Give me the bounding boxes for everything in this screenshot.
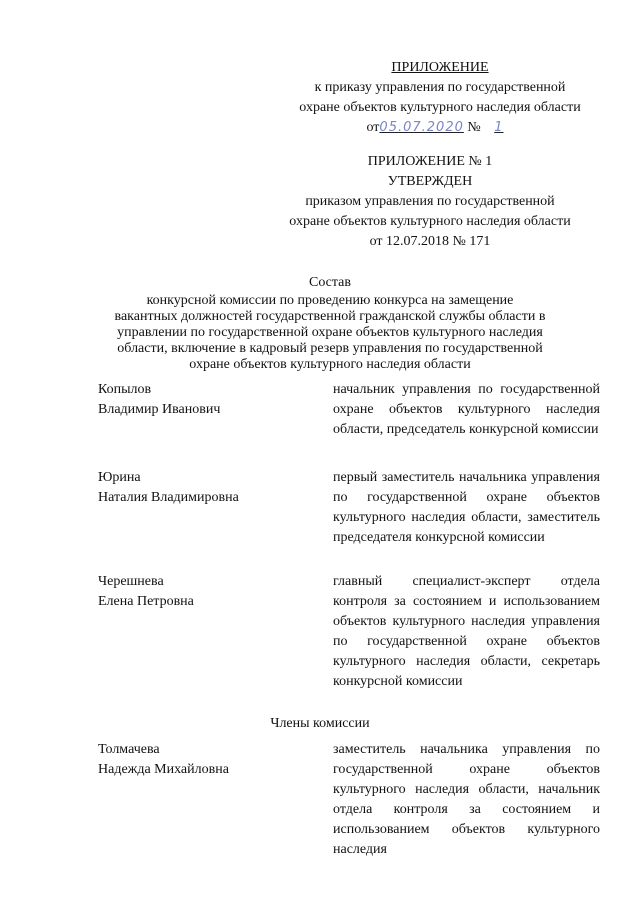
number-prefix: №: [467, 120, 481, 135]
title-line-3: управлении по государственной охране объектов культурного наследия: [117, 325, 543, 340]
appendix-date-line: [280, 118, 600, 138]
member-role: главный специалист-эксперт отдела контроля за состоянием и использованием объектов культурного наследия управления по государственной охране объектов культурного наследия области, секретарь конкурсной комиссии: [333, 574, 600, 689]
handwritten-date: 05.07.2020: [379, 120, 464, 135]
member-role: заместитель начальника управления по государственной охране объектов культурного наследия области, начальник отдела контроля за состоянием и использованием объектов культурного наследия: [333, 742, 600, 857]
appendix-title: ПРИЛОЖЕНИЕ: [391, 60, 489, 75]
document-title: [95, 275, 565, 373]
member-role: начальник управления по государственной охране объектов культурного наследия области, председатель конкурсной комиссии: [333, 382, 600, 437]
title-line-5: охране объектов культурного наследия области: [189, 357, 471, 372]
member-name: [98, 468, 318, 508]
title-heading: Состав: [308, 275, 351, 290]
member-name: [98, 572, 318, 612]
date-prefix: от: [366, 120, 380, 135]
appendix-header: [280, 58, 600, 138]
member-name: [98, 380, 318, 420]
approval-line-1: приказом управления по государственной: [305, 194, 555, 209]
approval-status: УТВЕРЖДЕН: [387, 174, 473, 189]
member-surname: Копылов: [98, 382, 152, 397]
approval-line-3: от 12.07.2018 № 171: [369, 234, 491, 249]
title-line-4: области, включение в кадровый резерв управления по государственной: [117, 341, 543, 356]
member-name: [98, 740, 318, 780]
approval-title: ПРИЛОЖЕНИЕ № 1: [367, 154, 493, 169]
member-surname: Юрина: [98, 470, 141, 485]
member-given-names: Надежда Михайловна: [98, 762, 229, 777]
members-heading: Члены комиссии: [270, 716, 370, 731]
appendix-line-1: к приказу управления по государственной: [314, 80, 566, 95]
member-surname: Толмачева: [98, 742, 160, 757]
appendix-line-2: охране объектов культурного наследия области: [299, 100, 581, 115]
approval-line-2: охране объектов культурного наследия области: [289, 214, 571, 229]
handwritten-number: 1: [494, 120, 504, 135]
approval-header: [260, 152, 600, 252]
title-line-2: вакантных должностей государственной гражданской службы области в: [114, 309, 546, 324]
member-surname: Черешнева: [98, 574, 164, 589]
member-role: первый заместитель начальника управления по государственной охране объектов культурного наследия области, заместитель председателя конкурсной комиссии: [333, 470, 600, 545]
member-given-names: Владимир Иванович: [98, 402, 221, 417]
title-line-1: конкурсной комиссии по проведению конкурса на замещение: [146, 293, 514, 308]
member-given-names: Наталия Владимировна: [98, 490, 239, 505]
member-given-names: Елена Петровна: [98, 594, 194, 609]
